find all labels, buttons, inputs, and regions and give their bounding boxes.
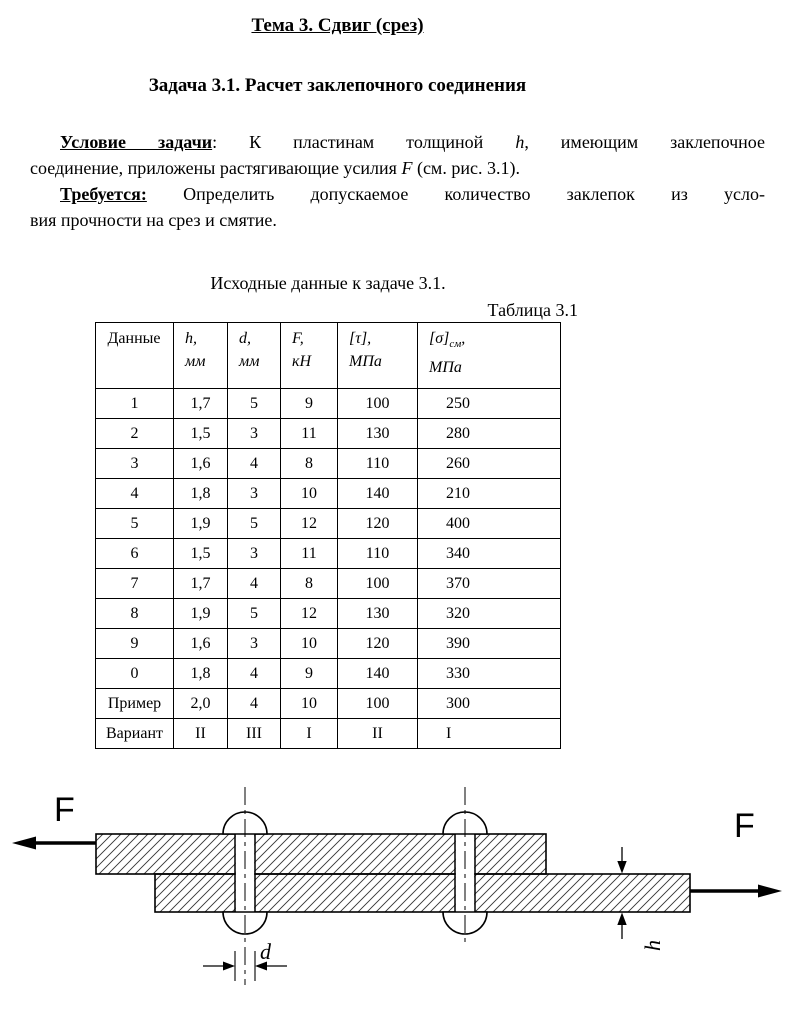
table-row — [96, 599, 561, 629]
table-cell: 1,6 — [174, 629, 228, 659]
table-row — [96, 629, 561, 659]
table-row — [96, 689, 561, 719]
table-cell: 9 — [281, 659, 338, 689]
table-cell: Пример — [96, 689, 174, 719]
table-cell: 1,8 — [174, 479, 228, 509]
table-cell: 130 — [338, 599, 418, 629]
table-cell: 390 — [418, 629, 561, 659]
table-cell: 3 — [228, 479, 281, 509]
page-title — [30, 13, 645, 39]
table-cell: 10 — [281, 629, 338, 659]
paragraph-line — [30, 155, 765, 181]
table-row — [96, 659, 561, 689]
table-row — [96, 509, 561, 539]
table-cell: 120 — [338, 629, 418, 659]
table-row — [96, 539, 561, 569]
col-header-data: Данные — [96, 323, 174, 389]
table-cell: 210 — [418, 479, 561, 509]
table-cell: 120 — [338, 509, 418, 539]
table-cell: 1,5 — [174, 539, 228, 569]
table-cell: 11 — [281, 419, 338, 449]
data-table-zone — [78, 271, 578, 749]
table-cell: 10 — [281, 479, 338, 509]
table-cell: 140 — [338, 479, 418, 509]
table-number-label: Таблица 3.1 — [487, 300, 578, 320]
text-run: соединение, приложены растягивающие усилия — [30, 158, 402, 178]
table-cell: 5 — [228, 599, 281, 629]
table-row — [96, 569, 561, 599]
paragraph-line — [30, 181, 765, 207]
force-arrow-right — [690, 885, 782, 898]
table-caption: Исходные данные к задаче 3.1. — [210, 273, 446, 293]
table-cell: 6 — [96, 539, 174, 569]
table-cell: 8 — [96, 599, 174, 629]
task-description — [30, 129, 765, 233]
force-label-left: F — [54, 791, 75, 829]
condition-label: Условие задачи — [60, 132, 213, 152]
table-cell: 130 — [338, 419, 418, 449]
table-cell: Вариант — [96, 719, 174, 749]
col-header-d: d, мм — [228, 323, 281, 389]
table-cell: 1 — [96, 389, 174, 419]
table-cell: 1,7 — [174, 389, 228, 419]
table-cell: 110 — [338, 539, 418, 569]
table-cell: 9 — [281, 389, 338, 419]
table-cell: 280 — [418, 419, 561, 449]
table-cell: 300 — [418, 689, 561, 719]
text-run: : К пластинам толщиной — [212, 132, 516, 152]
table-cell: 5 — [96, 509, 174, 539]
table-cell: 1,6 — [174, 449, 228, 479]
table-cell: II — [174, 719, 228, 749]
table-cell: 370 — [418, 569, 561, 599]
table-row — [96, 719, 561, 749]
col-header-sigma: $[\sigma]_{см}$, МПа — [418, 323, 561, 389]
dim-label-d: d — [260, 939, 271, 964]
dim-label-h: h — [640, 940, 665, 951]
table-cell: 1,9 — [174, 599, 228, 629]
table-header-row — [96, 323, 561, 389]
table-cell: 4 — [228, 449, 281, 479]
table-cell: 140 — [338, 659, 418, 689]
text-run: , имеющим заклепочное — [524, 132, 765, 152]
table-cell: 5 — [228, 509, 281, 539]
table-cell: 100 — [338, 569, 418, 599]
input-data-table — [95, 322, 561, 749]
paragraph-line: вия прочности на срез и смятие. — [30, 210, 277, 230]
table-row — [96, 389, 561, 419]
sigma-bracket: [σ] — [429, 330, 450, 347]
table-cell: 3 — [96, 449, 174, 479]
table-row — [96, 419, 561, 449]
table-row — [96, 479, 561, 509]
col-header-h: h, мм — [174, 323, 228, 389]
variable-f: F — [401, 158, 413, 178]
table-cell: 0 — [96, 659, 174, 689]
table-cell: 4 — [228, 659, 281, 689]
rivet-joint-figure — [0, 775, 812, 1016]
table-cell: 100 — [338, 689, 418, 719]
table-cell: 4 — [228, 569, 281, 599]
table-cell: I — [418, 719, 561, 749]
table-cell: 1,9 — [174, 509, 228, 539]
table-cell: 10 — [281, 689, 338, 719]
paragraph-line — [30, 129, 765, 155]
title-text: Тема 3. Сдвиг (срез) — [251, 15, 424, 36]
force-label-right: F — [734, 807, 755, 845]
table-cell: 3 — [228, 419, 281, 449]
table-cell: 12 — [281, 599, 338, 629]
task-subtitle: Задача 3.1. Расчет заклепочного соединения — [148, 75, 527, 96]
table-cell: 320 — [418, 599, 561, 629]
text-run: (см. рис. 3.1). — [412, 158, 520, 178]
text-run: Определить допускаемое количество заклепок из усло- — [146, 184, 765, 204]
table-cell: 330 — [418, 659, 561, 689]
table-cell: 100 — [338, 389, 418, 419]
table-cell: 400 — [418, 509, 561, 539]
table-cell: 1,7 — [174, 569, 228, 599]
table-cell: 8 — [281, 569, 338, 599]
table-cell: 250 — [418, 389, 561, 419]
table-cell: 5 — [228, 389, 281, 419]
force-arrow-left — [12, 837, 96, 850]
table-cell: 1,8 — [174, 659, 228, 689]
table-cell: 4 — [96, 479, 174, 509]
table-cell: 9 — [96, 629, 174, 659]
table-cell: 1,5 — [174, 419, 228, 449]
top-plate — [96, 834, 546, 874]
table-cell: 12 — [281, 509, 338, 539]
table-cell: 110 — [338, 449, 418, 479]
table-cell: 8 — [281, 449, 338, 479]
table-cell: III — [228, 719, 281, 749]
table-cell: 4 — [228, 689, 281, 719]
col-header-tau: [τ], МПа — [338, 323, 418, 389]
variable-h: h — [515, 132, 525, 152]
table-cell: 11 — [281, 539, 338, 569]
table-cell: 260 — [418, 449, 561, 479]
table-cell: 340 — [418, 539, 561, 569]
required-label: Требуется: — [60, 184, 147, 204]
table-cell: 3 — [228, 629, 281, 659]
table-row — [96, 449, 561, 479]
table-cell: 2,0 — [174, 689, 228, 719]
col-header-f: F, кН — [281, 323, 338, 389]
table-cell: 7 — [96, 569, 174, 599]
table-body — [96, 389, 561, 749]
table-cell: 2 — [96, 419, 174, 449]
table-cell: I — [281, 719, 338, 749]
table-cell: II — [338, 719, 418, 749]
table-cell: 3 — [228, 539, 281, 569]
sigma-subscript: см — [449, 338, 462, 351]
